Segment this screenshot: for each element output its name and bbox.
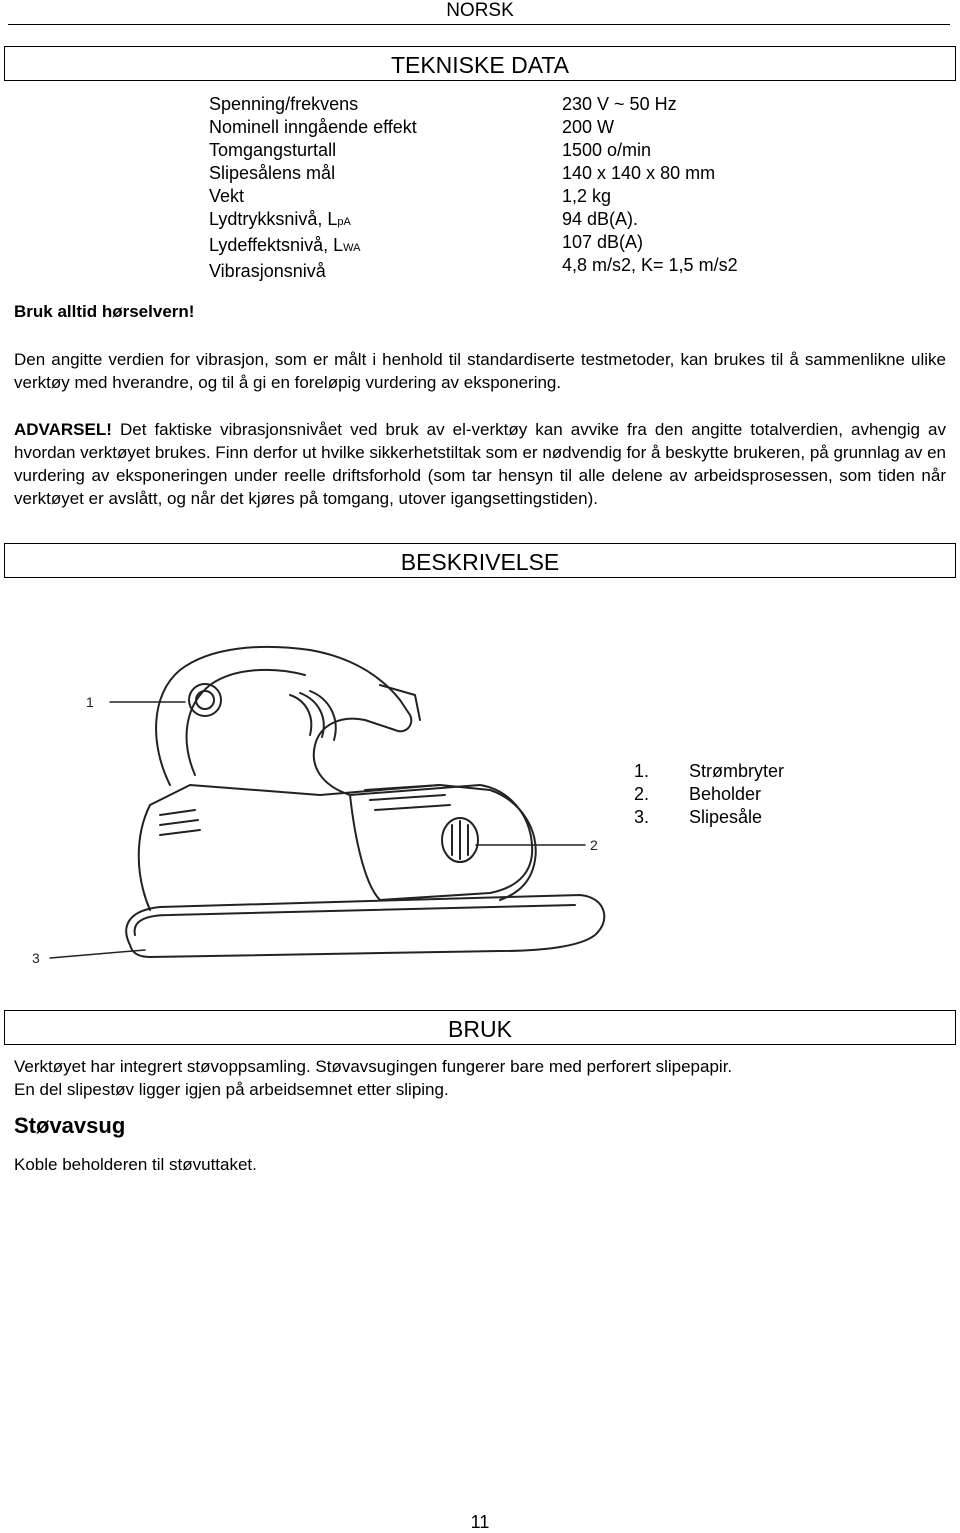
handle-inner-line [187, 670, 305, 775]
sanding-pad-shape [126, 895, 604, 957]
dust-extraction-text: Koble beholderen til støvuttaket. [14, 1155, 257, 1174]
sanding-pad-edge [135, 905, 575, 935]
technical-data-header-box [4, 46, 956, 81]
spec-value-speed: 1500 o/min [562, 140, 652, 160]
hearing-protection-notice: Bruk alltid hørselvern! [14, 302, 195, 321]
header-divider [8, 24, 950, 25]
callout-line-3 [50, 950, 145, 958]
spec-value-sound-power: 107 dB(A) [562, 232, 644, 252]
power-cord-shape [380, 685, 420, 720]
spec-value-voltage: 230 V ~ 50 Hz [562, 94, 677, 114]
parts-legend [634, 760, 784, 829]
spec-value-vibration: 4,8 m/s2, K= 1,5 m/s2 [562, 255, 738, 275]
spec-values [562, 93, 738, 277]
legend-item-switch: 1. Strømbryter [634, 761, 785, 781]
spec-label-voltage: Spenning/frekvens [209, 94, 359, 114]
callout-number-1: 1 [86, 694, 94, 710]
warning-paragraph [14, 418, 946, 510]
spec-label-weight: Vekt [209, 186, 245, 206]
callout-number-3: 3 [32, 950, 40, 966]
spec-value-sound-pressure: 94 dB(A). [562, 209, 639, 229]
usage-header-box [4, 1010, 956, 1045]
spec-label-vibration: Vibrasjonsnivå [209, 261, 326, 281]
dust-extraction-heading: Støvavsug [14, 1113, 126, 1138]
description-title: BESKRIVELSE [400, 549, 560, 575]
sander-illustration [20, 625, 630, 975]
description-header-box [4, 543, 956, 578]
spec-label-power: Nominell inngående effekt [209, 117, 417, 137]
warning-label: ADVARSEL! [14, 420, 112, 439]
legend-item-container: 2. Beholder [634, 784, 762, 804]
warning-text: Det faktiske vibrasjonsnivået ved bruk av el-verktøy kan avvike fra den angitte totalverdien, avhengig av hvordan verktøyet brukes. Finn derfor ut hvilke sikkerhetstiltak som er nødvendig for å beskytte brukeren, på grunnlag av en vurdering av eksponeringen under reelle driftsforhold (som tar hensyn til alle delene av arbeidsprosessen, som tiden når verktøyet er avslått, og når det kjøres på tomgang, utover igangsettingstiden). [14, 420, 946, 508]
spec-label-sound-pressure: Lydtrykksnivå, LpA [209, 209, 351, 229]
page-number: 11 [470, 1512, 490, 1532]
callout-number-2: 2 [590, 837, 598, 853]
grip-ribs [290, 691, 336, 740]
legend-item-pad: 3. Slipesåle [634, 807, 763, 827]
spec-value-pad-size: 140 x 140 x 80 mm [562, 163, 716, 183]
spec-label-sound-power: Lydeffektsnivå, LWA [209, 235, 361, 255]
spec-label-pad-size: Slipesålens mål [209, 163, 336, 183]
usage-title: BRUK [448, 1016, 512, 1042]
spec-label-speed: Tomgangsturtall [209, 140, 337, 160]
spec-value-power: 200 W [562, 117, 615, 137]
usage-line-1: Verktøyet har integrert støvoppsamling. Støvavsugingen fungerer bare med perforert slipepapir. [14, 1057, 733, 1076]
spec-value-weight: 1,2 kg [562, 186, 612, 206]
front-vent-slots [160, 810, 200, 835]
power-switch-inner [196, 691, 214, 709]
header-language: NORSK [446, 0, 514, 21]
dust-container-shape [350, 785, 532, 900]
technical-data-title: TEKNISKE DATA [390, 52, 570, 78]
usage-line-2: En del slipestøv ligger igjen på arbeidsemnet etter sliping. [14, 1080, 449, 1099]
spec-labels [209, 93, 417, 283]
vibration-paragraph: Den angitte verdien for vibrasjon, som er målt i henhold til standardiserte testmetoder, kan brukes til å sammenlikne ulike verktøy med hverandre, og til å gi en foreløpig vurdering av eksponering. [14, 350, 946, 392]
